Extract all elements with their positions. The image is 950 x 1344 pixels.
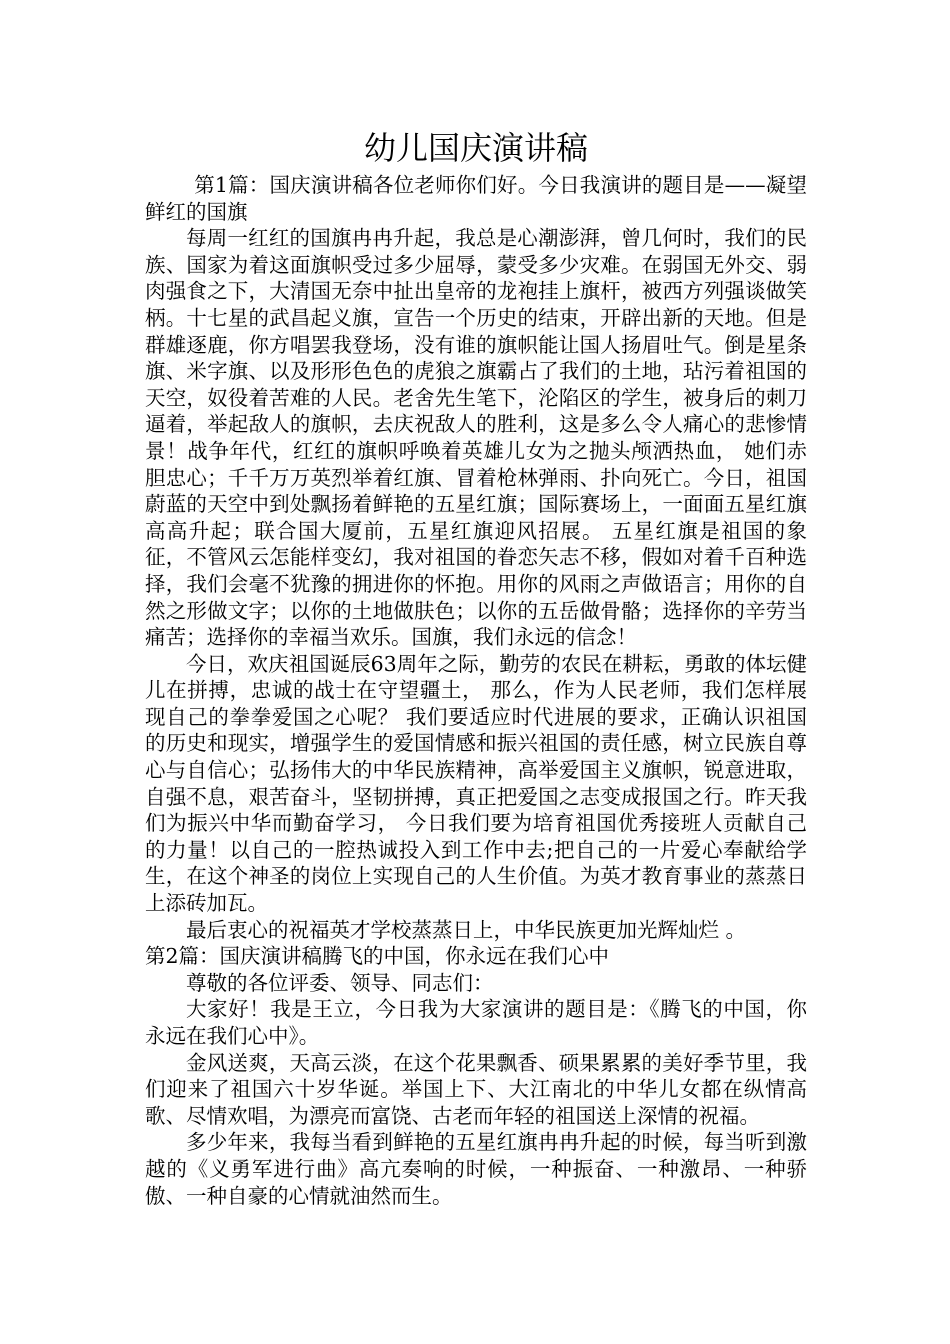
paragraph-autumn: 金风送爽，天高云淡，在这个花果飘香、硕果累累的美好季节里，我们迎来了祖国六十岁华诞。举国上下、大江南北的中华儿女都在纵情高歌、尽情欢唱，为漂亮而富饶、古老而年轻的祖国送上深情的祝福。	[145, 1050, 807, 1128]
paragraph-2: 每周一红红的国旗冉冉升起，我总是心潮澎湃，曾几何时，我们的民族、国家为着这面旗帜受过多少屈辱，蒙受多少灾难。在弱国无外交、弱肉强食之下，大清国无奈中扯出皇帝的龙袍挂上旗杆，被西方列强谈做笑柄。十七星的武昌起义旗，宣告一个历史的结束，开辟出新的天地。但是群雄逐鹿，你方唱罢我登场，没有谁的旗帜能让国人扬眉吐气。倒是星条旗、米字旗、以及形形色色的虎狼之旗霸占了我们的土地，玷污着祖国的天空，奴役着苦难的人民。老舍先生笔下，沦陷区的学生，被身后的刺刀逼着，举起敌人的旗帜，去庆祝敌人的胜利，这是多么令人痛心的悲惨情景！战争年代，红红的旗帜呼唤着英雄儿女为之抛头颅洒热血， 她们赤胆忠心；千千万万英烈举着红旗、冒着枪林弹雨、扑向死亡。今日，祖国蔚蓝的天空中到处飘扬着鲜艳的五星红旗；国际赛场上，一面面五星红旗高高升起；联合国大厦前，五星红旗迎风招展。 五星红旗是祖国的象征，不管风云怎能样变幻，我对祖国的眷恋矢志不移，假如对着千百种选择，我们会毫不犹豫的拥进你的怀抱。用你的风雨之声做语言；用你的自然之形做文字；以你的土地做肤色；以你的五岳做骨骼；选择你的辛劳当痛苦；选择你的幸福当欢乐。国旗，我们永远的信念！	[145, 226, 807, 650]
paragraph-flag: 多少年来，我每当看到鲜艳的五星红旗冉冉升起的时候，每当听到激越的《义勇军进行曲》高亢奏响的时候，一种振奋、一种激昂、一种骄傲、一种自豪的心情就油然而生。	[145, 1130, 807, 1208]
document-title: 幼儿国庆演讲稿	[363, 129, 588, 167]
paragraph-4: 最后衷心的祝福英才学校蒸蒸日上，中华民族更加光辉灿烂 。	[186, 917, 747, 942]
paragraph-3: 今日，欢庆祖国诞辰63周年之际，勤劳的农民在耕耘，勇敢的体坛健儿在拼搏，忠诚的战士在守望疆土， 那么，作为人民老师，我们怎样展现自己的拳拳爱国之心呢？ 我们要适应时代进展的要求，正确认识祖国的历史和现实，增强学生的爱国情感和振兴祖国的责任感，树立民族自尊心与自信心；弘扬伟大的中华民族精神，高举爱国主义旗帜，锐意进取，自强不息，艰苦奋斗，坚韧拼搏，真正把爱国之志变成报国之行。昨天我们为振兴中华而勤奋学习， 今日我们要为培育祖国优秀接班人贡献自己的力量！以自己的一腔热诚投入到工作中去;把自己的一片爱心奉献给学生，在这个神圣的岗位上实现自己的人生价值。为英才教育事业的蒸蒸日上添砖加瓦。	[145, 651, 807, 916]
document-page	[145, 128, 807, 1209]
section-2-heading: 第2篇：国庆演讲稿腾飞的中国，你永远在我们心中	[145, 944, 610, 969]
paragraph-salutation: 尊敬的各位评委、领导、同志们：	[186, 970, 494, 995]
paragraph-greeting: 大家好！我是王立，今日我为大家演讲的题目是：《腾飞的中国，你永远在我们心中》。	[145, 997, 807, 1048]
paragraph-1: 第1篇：国庆演讲稿各位老师你们好。今日我演讲的题目是——凝望鲜红的国旗	[145, 173, 807, 224]
